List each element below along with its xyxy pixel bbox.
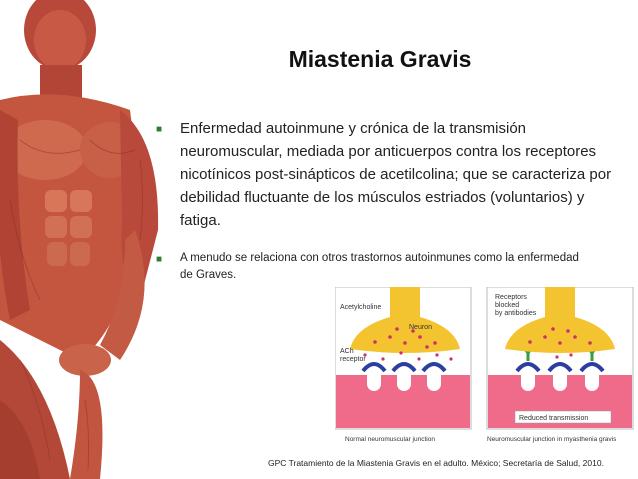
slide-title: Miastenia Gravis — [288, 46, 472, 72]
bullet-marker: ■ — [156, 254, 163, 265]
muscular-body-illustration — [0, 0, 163, 479]
bullet-text-association: A menudo se relaciona con otros trastornos autoinmunes como la enfermedad de Graves. — [180, 252, 579, 281]
label-receptor: receptor — [340, 356, 366, 363]
caption-normal: Normal neuromuscular junction — [345, 436, 435, 443]
label-acetylcholine: Acetylcholine — [340, 304, 382, 311]
myasthenia-junction-panel — [487, 287, 633, 429]
svg-text:blocked: blocked — [495, 302, 520, 309]
bullet-marker: ■ — [156, 124, 163, 135]
normal-junction-panel — [335, 287, 471, 429]
label-ach: ACh — [340, 348, 354, 355]
source-citation: GPC Tratamiento de la Miastenia Gravis en el adulto. México; Secretaría de Salud, 2010. — [268, 458, 604, 468]
svg-text:Receptors: Receptors — [495, 294, 527, 301]
bullet-text-definition: Enfermedad autoinmune y crónica de la transmisión neuromuscular, mediada por anticuerpos contra los receptores nicotínicos post-sinápticos de acetilcolina; que se caracteriza por debilidad fluctuante de los músculos estriados (voluntarios) y fatiga. — [180, 120, 612, 229]
label-neuron: Neuron — [409, 324, 432, 331]
caption-myasthenia: Neuromuscular junction in myasthenia gravis — [487, 436, 617, 443]
svg-text:by antibodies: by antibodies — [495, 310, 537, 317]
label-reduced-transmission: Reduced transmission — [519, 415, 589, 422]
neuromuscular-junction-diagram — [335, 287, 635, 444]
